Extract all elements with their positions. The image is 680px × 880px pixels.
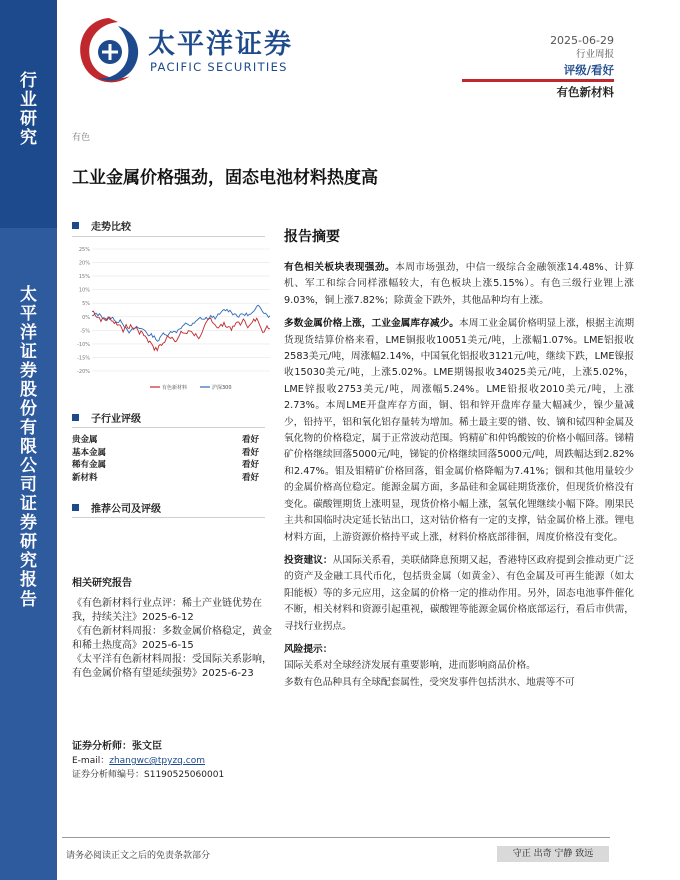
cert-number: S1190525060001 — [144, 770, 225, 780]
report-date: 2025-06-29 — [550, 34, 614, 47]
list-item[interactable]: 《有色新材料周报：多数金属价格稳定，黄金和稀土热度高》2025-6-15 — [72, 626, 272, 651]
analyst-name: 张文臣 — [132, 741, 162, 752]
industry-rating: 评级/看好 — [563, 63, 614, 77]
y-tick-label: 25% — [78, 247, 90, 253]
risk-line: 多数有色品种具有全球配套属性，受突发事件包括洪水、地震等不可 — [284, 676, 575, 688]
left-sidebar — [0, 0, 57, 880]
y-tick-label: 15% — [78, 274, 90, 281]
email-label: E-mail： — [72, 756, 110, 766]
companies-section-title: 推荐公司及评级 — [72, 500, 161, 515]
series-line-nonferrous — [92, 311, 270, 350]
trend-section-title: 走势比较 — [72, 218, 131, 233]
table-row: 基本金属 看好 — [72, 447, 260, 458]
summary-title: 报告摘要 — [284, 229, 340, 245]
summary-paragraph: 有色相关板块表现强劲。本周市场强劲，中信一级综合金融领涨14.48%、计算机、军工和综合同样涨幅较大，有色板块上涨5.15%）。有色三级行业锂上涨9.03%，铜上涨7.82%；除黄金下跌外，其他品种均有上涨。 — [284, 262, 635, 306]
analyst-info — [72, 740, 272, 782]
list-item[interactable]: 《有色新材料行业点评：稀土产业链优势在我，持续关注》2025-6-12 — [72, 598, 262, 623]
related-reports-title: 相关研究报告 — [72, 578, 132, 589]
series-line-hs300 — [92, 305, 270, 341]
risk-title: 风险提示： — [284, 643, 333, 655]
companies-section-rule — [72, 517, 265, 518]
trend-chart-svg — [70, 243, 272, 395]
header-divider — [462, 79, 614, 82]
footer-disclaimer: 请务必阅读正文之后的免责条款部分 — [66, 851, 211, 861]
brand-name-cn: 太平洋证券 — [148, 29, 293, 60]
analyst-email-link[interactable]: zhangwc@tpyzq.com — [109, 756, 205, 766]
footer-motto: 守正 出奇 宁静 致远 — [497, 846, 609, 862]
y-tick-label: 20% — [78, 260, 90, 267]
y-tick-label: -15% — [77, 355, 90, 362]
list-item[interactable]: 《太平洋有色新材料周报：受国际关系影响，有色金属价格有望延续强势》2025-6-23 — [72, 654, 272, 679]
trend-section-rule — [72, 236, 265, 237]
cert-label: 证券分析师编号： — [72, 770, 145, 780]
report-type: 行业周报 — [575, 49, 614, 60]
risk-line: 国际关系对全球经济发展有重要影响，进而影响商品价格。 — [284, 660, 536, 672]
section-marker-icon — [72, 504, 79, 511]
table-row: 新材料 看好 — [72, 472, 260, 483]
legend-label: 有色新材料 — [162, 385, 188, 391]
y-tick-label: 0% — [82, 314, 90, 321]
y-tick-label: 10% — [78, 287, 90, 294]
section-marker-icon — [72, 222, 79, 229]
summary-paragraph: 投资建议：从国际关系看，美联储降息预期又起，香港特区政府提到会推动更广泛的资产及金融工具代币化，包括贵金属（如黄金）、有色金属及可再生能源（如太阳能板）等的多元应用，这金属的价格一定的推动作用。另外，固态电池事件催化不断，相关材料和资源引起重视，碳酸锂等能源金属价格底部运行，看后市供需，寻找行业拐点。 — [284, 554, 635, 632]
category-label: 有色 — [72, 133, 91, 143]
y-tick-label: -10% — [77, 341, 90, 348]
y-tick-label: -5% — [80, 328, 90, 335]
subrating-section-rule — [72, 427, 265, 428]
trend-chart — [70, 243, 272, 395]
summary-column — [284, 226, 634, 691]
summary-paragraph: 多数金属价格上涨，工业金属库存减少。本周工业金属价格明显上涨，根据主流期货现货结算价格来看，LME铜报收10051美元/吨，上涨幅1.07%。LME铝报收2583美元/吨，周涨幅2.14%，中国氧化铝报收3121元/吨，继续下跌，LME镍报收15030美元/吨，上涨5.02%。LME期锡报收34025美元/吨，上涨5.02%，LME锌报收2753美元/吨，周涨幅5.24%。LME铅报收2010美元/吨，上涨2.73%。本周LME开盘库存方面，铜、铝和锌开盘库存量大幅减少，镍少量减少，铅持平，铝和氧化铝存量转为增加。稀土最主要的镨、钕、镝和铽四种金属及氧化物的价格稳定，属于正常波动范围。钨精矿和仲钨酸铵的价格小幅回落。锑精矿价格继续回落5000元/吨，锑锭的价格继续回落5000元/吨，周跌幅达到2.82%和2.47%。钼及钼精矿价格回落，钼金属价格降幅为7.41%；铟和其他用量较少的金属价格高位稳定。能源金属方面，多晶硅和金属硅期货涨价，但现货价格没有变化。碳酸锂期货上涨明显，现货价格小幅上涨，氢氧化锂继续小幅下降。刚果民主共和国临时决定延长钴出口，这对钴价格有一定的支撑，钴金属价格上涨。锂电材料方面，上游资源价格持平或上涨，材料价格底部徘徊，周度价格没有变化。 — [284, 318, 635, 543]
related-reports-list — [72, 597, 272, 681]
sidebar-label-company: 太 平 洋 证 券 股 份 有 限 公 司 证 券 研 究 报 告 — [20, 285, 37, 610]
legend-label: 沪深300 — [212, 385, 232, 391]
section-marker-icon — [72, 414, 79, 421]
subrating-section-title: 子行业评级 — [72, 410, 141, 425]
industry-name: 有色新材料 — [556, 85, 614, 99]
logo-emblem-icon — [72, 14, 146, 92]
y-tick-label: 5% — [82, 301, 90, 308]
subrating-table — [72, 434, 272, 484]
y-tick-label: -20% — [77, 369, 90, 375]
table-row: 贵金属 看好 — [72, 435, 260, 445]
footer-rule — [62, 837, 610, 838]
sidebar-label-research: 行 业 研 究 — [20, 71, 37, 149]
pacific-securities-logo — [72, 14, 292, 92]
table-row: 稀有金属 看好 — [72, 460, 260, 470]
analyst-label: 证券分析师： — [72, 741, 132, 752]
brand-name-en: PACIFIC SECURITIES — [150, 60, 288, 74]
report-title: 工业金属价格强劲，固态电池材料热度高 — [72, 168, 378, 188]
